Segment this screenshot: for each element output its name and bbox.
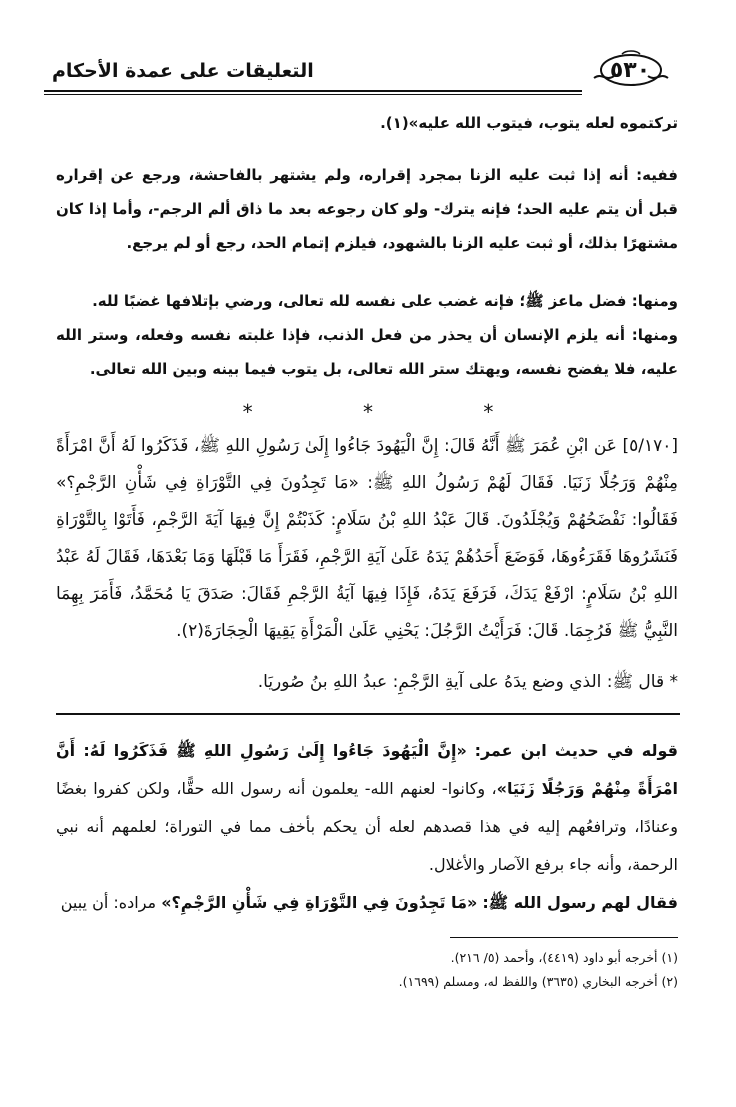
page-header (44, 44, 692, 98)
page-number: ٥٣٠ (609, 58, 651, 83)
header-rule-thin (44, 94, 582, 95)
commentary-paragraph-2 (56, 884, 678, 922)
paragraph-concealment: ومنها: أنه يلزم الإنسان أن يحذر من فعل الذنب، فإذا غلبته نفسه وفعله، وستر الله عليه، فلا يفضح نفسه، ويهتك ستر الله تعالى، بل يتوب فيما بينه وبين الله تعالى. (56, 326, 678, 378)
commentary-lead-2: فقال لهم رسول الله ﷺ: (482, 893, 678, 912)
commentary-paragraph-1 (56, 732, 678, 884)
commentary-text-2: مراده: أن يبين (60, 893, 162, 912)
paragraph-maiz: ومنها: فضل ماعز ﷺ؛ فإنه غضب على نفسه لله تعالى، ورضي بإتلافها غضبًا لله. (92, 292, 678, 310)
commentary-quote: «إِنَّ الْيَهُودَ جَاءُوا إِلَىٰ رَسُولِ اللهِ ﷺ فَذَكَرُوا لَهُ: أَنَّ امْرَأَةً مِنْهُمْ وَرَجُلًا زَنَيَا» (56, 741, 678, 798)
commentary-lead: قوله في حديث ابن عمر: (474, 741, 678, 760)
paragraph-ruling: ففيه: أنه إذا ثبت عليه الزنا بمجرد إقراره، ولم يشتهر بالفاحشة، ورجع عن إقراره قبل أن يتم عليه الحد؛ فإنه يترك- ولو كان رجوعه بعد ما ذاق ألم الرجم-، وأما إذا كان مشتهرًا بذلك، أو ثبت عليه الزنا بالشهود، فيلزم إتمام الحد، رجع أو لم يرجع. (56, 166, 678, 252)
footnote-1: (١) أخرجه أبو داود (٤٤١٩)، وأحمد (٥/ ٢١٦). (450, 950, 678, 965)
narrator-note: * قال ﷺ: الذي وضع يدَهُ على آيةِ الرَّجْمِ: عبدُ اللهِ بنُ صُوريَا. (257, 672, 678, 692)
commentary-quote-2: «مَا تَجِدُونَ فِي التَّوْرَاةِ فِي شَأْنِ الرَّجْمِ؟» (161, 893, 478, 912)
paragraph-opening: تركتموه لعله يتوب، فيتوب الله عليه»(١). (380, 114, 678, 132)
header-rule (44, 90, 582, 92)
section-divider (56, 713, 680, 715)
hadith-text: [٥/١٧٠] عَن ابْنِ عُمَرَ ﷺ أَنَّهُ قَالَ: إِنَّ الْيَهُودَ جَاءُوا إِلَىٰ رَسُولِ اللهِ ﷺ، فَذَكَرُوا لَهُ أَنَّ امْرَأَةً مِنْهُمْ وَرَجُلًا زَنَيَا. فَقَالَ لَهُمْ رَسُولُ اللهِ ﷺ: «مَا تَجِدُونَ فِي التَّوْرَاةِ فِي شَأْنِ الرَّجْمِ؟» فَقَالُوا: نَفْضَحُهُمْ وَيُجْلَدُونَ. قَالَ عَبْدُ اللهِ بْنُ سَلَامٍ: كَذَبْتُمْ إِنَّ فِيهَا آيَةَ الرَّجْمِ، فَأَتَوْا بِالتَّوْرَاةِ فَنَشَرُوهَا فَقَرَءُوهَا، فَوَضَعَ أَحَدُهُمْ يَدَهُ عَلَىٰ آيَةِ الرَّجْمِ، فَقَرَأَ مَا قَبْلَهَا وَمَا بَعْدَهَا، فَقَالَ لَهُ عَبْدُ اللهِ بْنُ سَلَامٍ: ارْفَعْ يَدَكَ، فَرَفَعَ يَدَهُ، فَإِذَا فِيهَا آيَةُ الرَّجْمِ فَقَالَ: صَدَقَ يَا مُحَمَّدُ، فَأَمَرَ بِهِمَا النَّبِيُّ ﷺ فَرُجِمَا. قَالَ: فَرَأَيْتُ الرَّجُلَ: يَحْنِي عَلَىٰ الْمَرْأَةِ يَقِيهَا الْحِجَارَةَ(٢). (56, 436, 678, 641)
commentary-text: ، وكانوا- لعنهم الله- يعلمون أنه رسول الله حقًّا، ولكن كفروا بغضًا وعنادًا، وترافعُهم إليه في هذا قصدهم لعله أن يحكم بأخف مما في التوراة؛ لعلمهم أنه نبي الرحمة، وأنه جاء برفع الآصار والأغلال. (56, 779, 678, 874)
section-separator: * * * (242, 400, 546, 424)
footnote-rule (450, 937, 678, 938)
footnote-2: (٢) أخرجه البخاري (٣٦٣٥) واللفظ له، ومسلم (١٦٩٩). (398, 974, 678, 989)
running-title: التعليقات على عمدة الأحكام (52, 60, 314, 82)
